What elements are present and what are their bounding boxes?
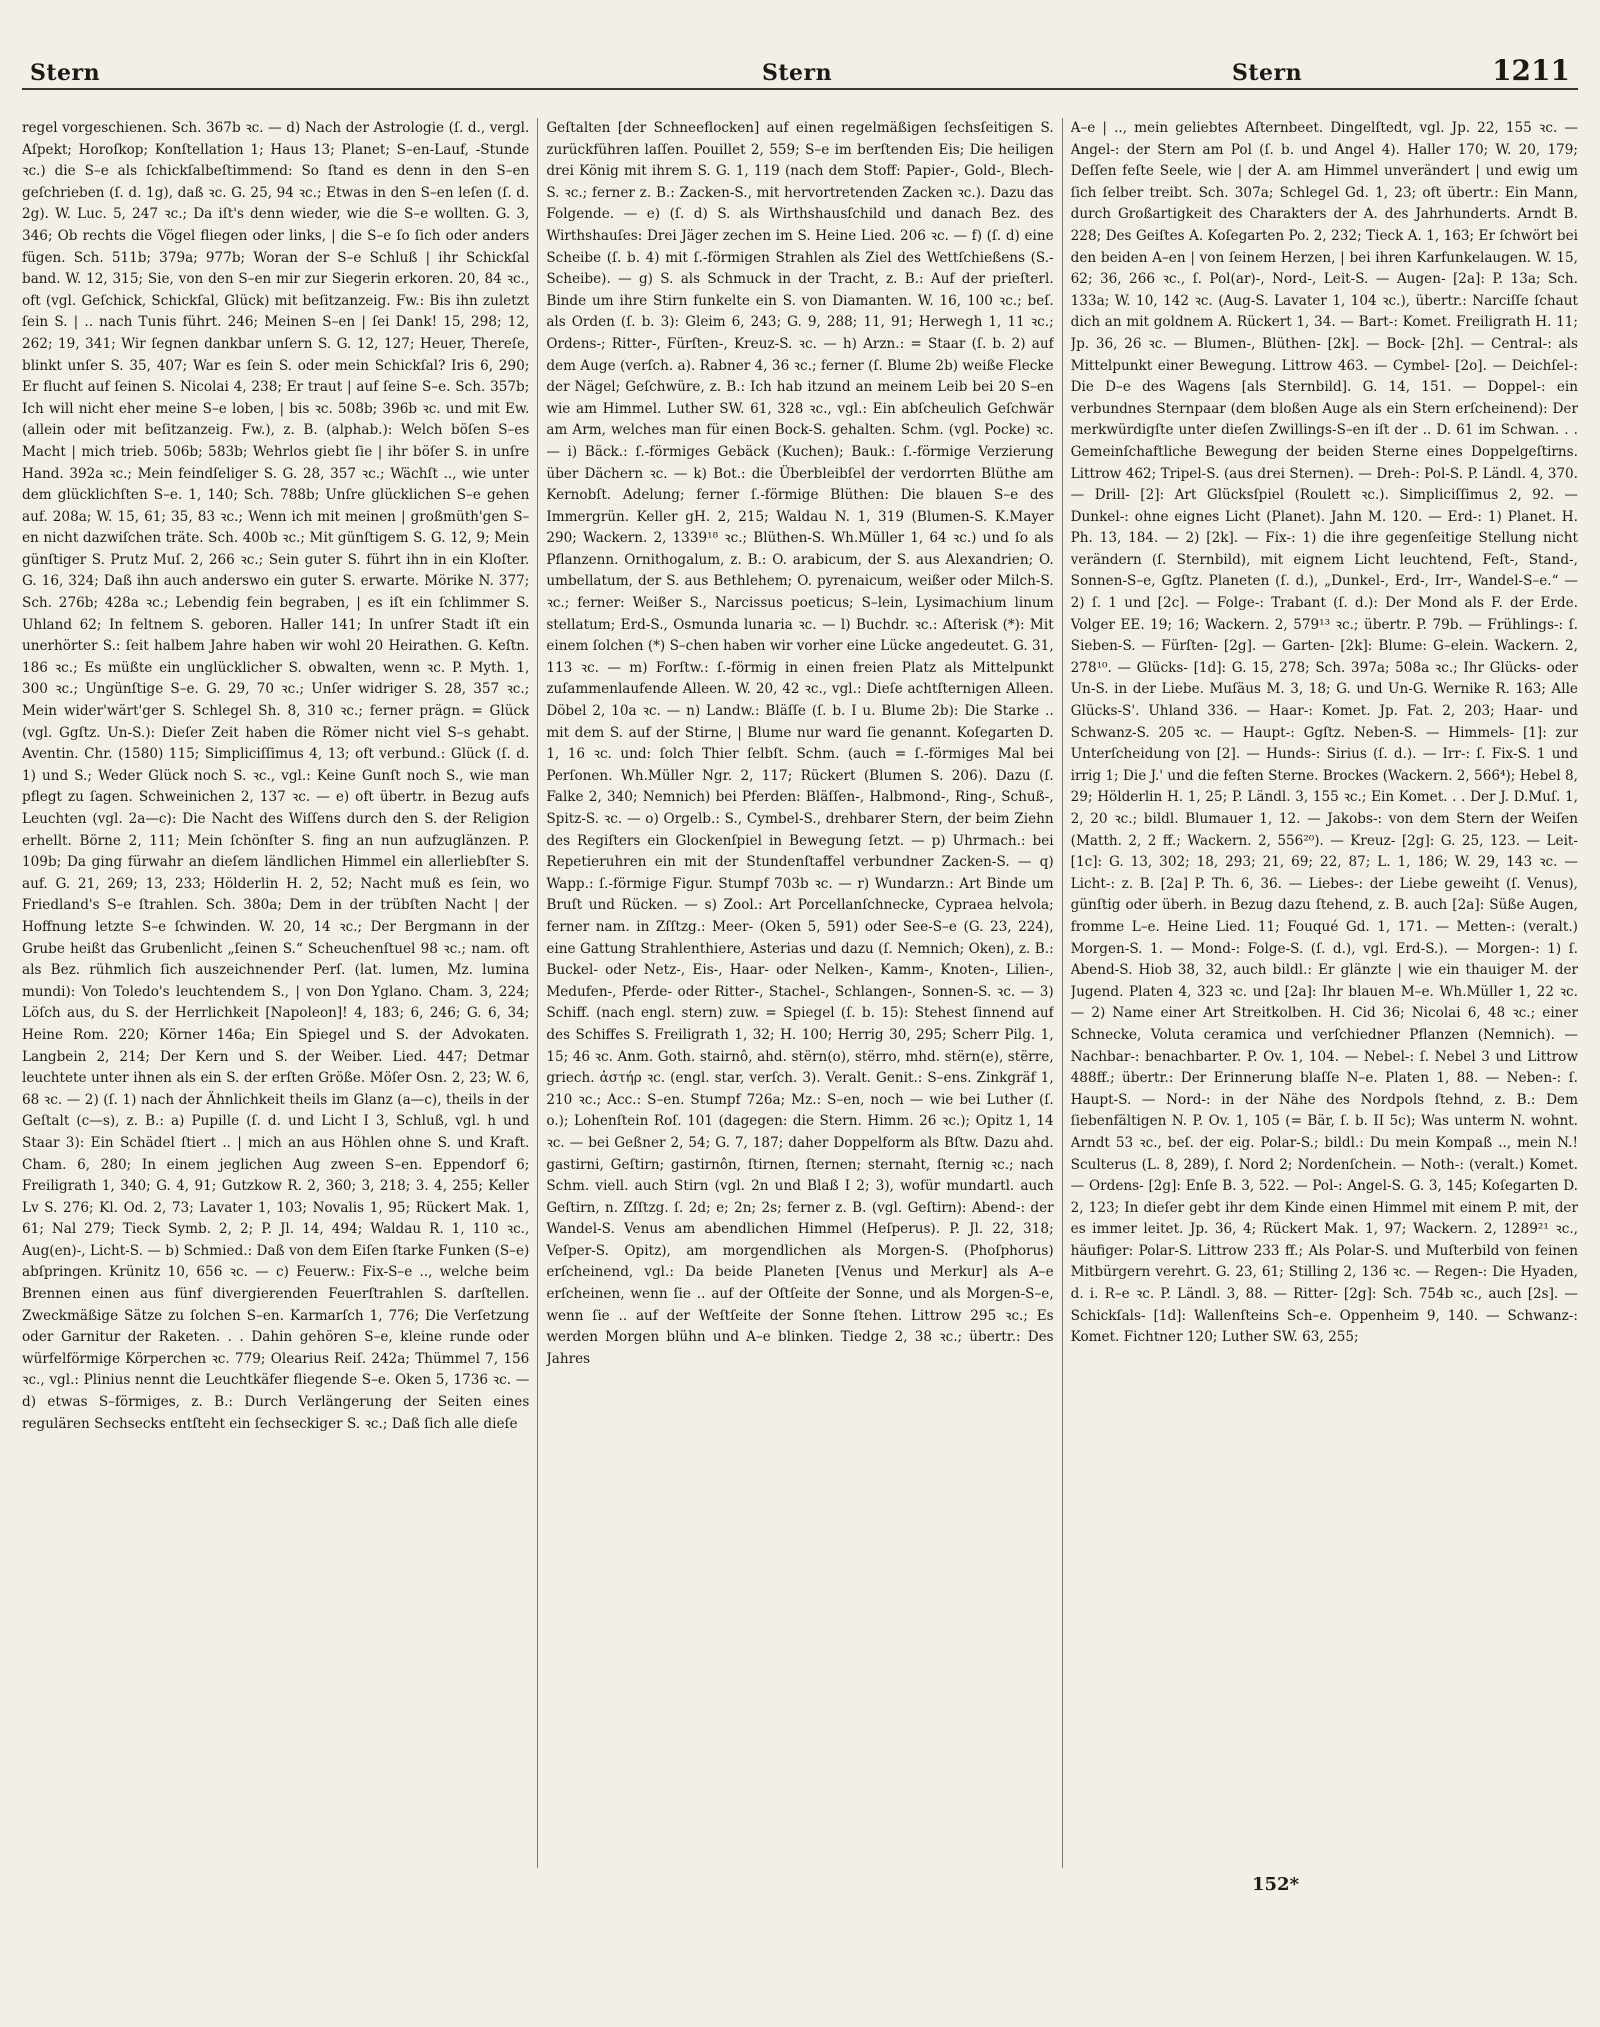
text-columns <box>22 118 1578 1868</box>
page-footer <box>22 1870 1578 1910</box>
header-right-headword: Stern <box>1232 60 1303 86</box>
header-left-headword: Stern <box>30 60 101 86</box>
column-3 <box>1071 118 1578 1868</box>
header-rule <box>22 88 1578 90</box>
column-1 <box>22 118 529 1868</box>
column-1-text: regel vorgeschienen. Sch. 367b ꝛc. — d) Nach der Astrologie (ſ. d., vergl. Aſpekt; Horoſkop; Konſtellation 1; Haus 13; Planet; S–en-Lauf, -Stunde ꝛc.) die S–e als ſchickſalbeſtimmend: So ſtand es denn in den S–en geſchrieben (ſ. d. 1g), daß ꝛc. G. 25, 94 ꝛc.; Etwas in den S–en leſen (ſ. d. 2g). W. Luc. 5, 247 ꝛc.; Da iſt's denn wieder, wie die S–e wollten. G. 3, 346; Ob rechts die Vögel fliegen oder links, | die S–e ſo ſich oder anders fügen. Sch. 511b; 379a; 977b; Woran der S–e Schluß | ihr Schickſal band. W. 12, 315; Sie, von den S–en mir zur Siegerin erkoren. 20, 84 ꝛc., oft (vgl. Geſchick, Schickſal, Glück) mit beſitzanzeig. Fw.: Bis ihn zuletzt ſein S. | .. nach Tunis führt. 246; Meinen S–en | ſei Dank! 15, 298; 12, 262; 19, 341; Wir ſegnen dankbar unſern S. G. 12, 127; Heuer, Thereſe, blinkt unſer S. 35, 407; War es ſein S. oder mein Schickſal? Iris 6, 290; Er flucht auf ſeinen S. Nicolai 4, 238; Er traut | auf ſeine S–e. Sch. 357b; Ich will nicht eher meine S–e loben, | bis ꝛc. 508b; 396b ꝛc. und mit Ew. (allein oder mit beſitzanzeig. Fw.), z. B. (alphab.): Welch böſen S–es Macht | mich trieb. 506b; 583b; Wehrlos giebt ſie | ihr böſer S. in unſre Hand. 392a ꝛc.; Mein feindſeliger S. G. 28, 357 ꝛc.; Wächſt .., wie unter dem glücklichſten S–e. 1, 140; Sch. 788b; Unſre glücklichen S–e gehen auf. 208a; W. 15, 61; 35, 83 ꝛc.; Wenn ich mit meinen | großmüth'gen S–en nicht dazwiſchen träte. Sch. 400b ꝛc.; Mit günſtigem S. G. 12, 9; Mein günſtiger S. Prutz Muſ. 2, 266 ꝛc.; Sein guter S. führt ihn in ein Kloſter. G. 16, 324; Daß ihn auch anderswo ein guter S. erwarte. Mörike N. 377; Sch. 276b; 428a ꝛc.; Lebendig fein begraben, | es iſt ein ſchlimmer S. Uhland 62; In feltnem S. geboren. Haller 141; In unſrer Stadt iſt ein unerhörter S.: ſeit halbem Jahre haben wir wohl 20 Heirathen. G. Keſtn. 186 ꝛc.; Es müßte ein unglücklicher S. obwalten, wenn ꝛc. P. Myth. 1, 300 ꝛc.; Ungünſtige S–e. G. 29, 70 ꝛc.; Unſer widriger S. 28, 357 ꝛc.; Mein wider'wärt'ger S. Schlegel Sh. 8, 310 ꝛc.; ferner prägn. = Glück (vgl. Ggſtz. Un-S.): Dieſer Zeit haben die Römer nicht viel S–s gehabt. Aventin. Chr. (1580) 115; Simpliciſſimus 4, 13; oft verbund.: Glück (ſ. d. 1) und S.; Weder Glück noch S. ꝛc., vgl.: Keine Gunſt noch S., wie man pflegt zu ſagen. Schweinichen 2, 137 ꝛc. — e) oft übertr. in Bezug aufs Leuchten (vgl. 2a—c): Die Nacht des Wiſſens durch den S. der Religion erhellt. Börne 2, 111; Mein ſchönſter S. fing an nun aufzuglänzen. P. 109b; Da ging fürwahr an dieſem ländlichen Himmel ein allerliebſter S. auf. G. 21, 269; 13, 233; Hölderlin H. 2, 52; Nacht muß es ſein, wo Friedland's S–e ſtrahlen. Sch. 380a; Dem in der trübſten Nacht | der Hoffnung letzte S–e ſchwinden. W. 20, 14 ꝛc.; Der Bergmann in der Grube heißt das Grubenlicht „ſeinen S.“ Scheuchenſtuel 98 ꝛc.; nam. oft als Bez. rühmlich ſich auszeichnender Perſ. (lat. lumen, Mz. lumina mundi): Von Toledo's leuchtendem S., | von Don Yglano. Cham. 3, 224; Löſch aus, du S. der Herrlichkeit [Napoleon]! 4, 183; 6, 246; G. 6, 34; Heine Rom. 220; Körner 146a; Ein Spiegel und S. der Advokaten. Langbein 2, 214; Der Kern und S. der Weiber. Lied. 447; Detmar leuchtete unter ihnen als ein S. der erſten Größe. Möſer Osn. 2, 23; W. 6, 68 ꝛc. — 2) (ſ. 1) nach der Ähnlichkeit theils im Glanz (a—c), theils in der Geſtalt (c—s), z. B.: a) Pupille (ſ. d. und Licht I 3, Schluß, vgl. h und Staar 3): Ein Schädel ſtiert .. | mich an aus Höhlen ohne S. und Kraft. Cham. 6, 280; In einem jeglichen Aug zween S–en. Eppendorf 6; Freiligrath 1, 340; G. 4, 91; Gutzkow R. 2, 360; 3, 218; 3. 4, 255; Keller Lv S. 276; Kl. Od. 2, 73; Lavater 1, 103; Novalis 1, 95; Rückert Mak. 1, 61; Nal 279; Tieck Symb. 2, 2; P. Jl. 14, 494; Waldau R. 1, 110 ꝛc., Aug(en)-, Licht-S. — b) Schmied.: Daß von dem Eiſen ſtarke Funken (S–e) abſpringen. Krünitz 10, 656 ꝛc. — c) Feuerw.: Fix-S–e .., welche beim Brennen einen aus fünf divergierenden Feuerſtrahlen S. darſtellen. Zweckmäßige Sätze zu ſolchen S–en. Karmarſch 1, 776; Die Verſetzung oder Garnitur der Raketen. . . Dahin gehören S–e, kleine runde oder würfelförmige Körperchen ꝛc. 779; Olearius Reiſ. 242a; Thümmel 7, 156 ꝛc., vgl.: Plinius nennt die Leuchtkäfer fliegende S–e. Oken 5, 1736 ꝛc. — d) etwas S–förmiges, z. B.: Durch Verlängerung der Seiten eines regulären Sechsecks entſteht ein ſechseckiger S. ꝛc.; Daß ſich alle dieſe <box>22 120 530 1432</box>
column-2-text: Geſtalten [der Schneeflocken] auf einen regelmäßigen ſechsſeitigen S. zurückführen laſſen. Pouillet 2, 559; S–e im berſtenden Eis; Die heiligen drei König mit ihrem S. G. 1, 119 (nach dem Stoff: Papier-, Gold-, Blech-S. ꝛc.; ferner z. B.: Zacken-S., mit hervortretenden Zacken ꝛc.). Dazu das Folgende. — e) (ſ. d) S. als Wirthshausſchild und danach Bez. des Wirthshauſes: Drei Jäger zechen im S. Heine Lied. 206 ꝛc. — f) (ſ. d) eine Scheibe (ſ. b. 4) mit ſ.-förmigen Strahlen als Ziel des Wettſchießens (S.-Scheibe). — g) S. als Schmuck in der Tracht, z. B.: Auf der prieſterl. Binde um ihre Stirn funkelte ein S. von Diamanten. W. 16, 100 ꝛc.; beſ. als Orden (ſ. b. 3): Gleim 6, 243; G. 9, 288; 11, 91; Herwegh 1, 11 ꝛc.; Ordens-; Ritter-, Fürſten-, Kreuz-S. ꝛc. — h) Arzn.: = Staar (ſ. b. 2) auf dem Auge (verſch. a). Rabner 4, 36 ꝛc.; ferner (ſ. Blume 2b) weiße Flecke der Nägel; Geſchwüre, z. B.: Ich hab itzund an meinem Leib bei 20 S–en wie am Himmel. Luther SW. 61, 328 ꝛc., vgl.: Ein abſcheulich Geſchwär am Arm, welches man für einen Bock-S. gehalten. Schm. (vgl. Pocke) ꝛc. — i) Bäck.: ſ.-förmiges Gebäck (Kuchen); Bauk.: ſ.-förmige Verzierung über Dächern ꝛc. — k) Bot.: die Überbleibſel der verdorrten Blüthe am Kernobſt. Adelung; ferner ſ.-förmige Blüthen: Die blauen S–e des Immergrün. Keller gH. 2, 215; Waldau N. 1, 319 (Blumen-S. K.Mayer 290; Wackern. 2, 1339¹⁸ ꝛc.; Blüthen-S. Wh.Müller 1, 64 ꝛc.) und ſo als Pflanzenn. Ornithogalum, z. B.: O. arabicum, der S. aus Alexandrien; O. umbellatum, der S. aus Bethlehem; O. pyrenaicum, weißer oder Milch-S. ꝛc.; ferner: Weißer S., Narcissus poeticus; S–lein, Lysimachium linum stellatum; Erd-S., Osmunda lunaria ꝛc. — l) Buchdr. ꝛc.: Aſterisk (*): Mit einem ſolchen (*) S–chen haben wir vorher eine Lücke angedeutet. G. 31, 113 ꝛc. — m) Forſtw.: ſ.-förmig in einen freien Platz als Mittelpunkt zuſammenlaufende Alleen. W. 20, 42 ꝛc., vgl.: Dieſe achtſternigen Alleen. Döbel 2, 10a ꝛc. — n) Landw.: Bläſſe (ſ. b. I u. Blume 2b): Die Starke .. mit dem S. auf der Stirne, | Blume nur ward ſie genannt. Koſegarten D. 1, 16 ꝛc. und: ſolch Thier ſelbſt. Schm. (auch = ſ.-förmiges Mal bei Perſonen. Wh.Müller Ngr. 2, 117; Rückert (Blumen S. 206). Dazu (ſ. Falke 2, 340; Nemnich) bei Pferden: Bläſſen-, Halbmond-, Ring-, Schuß-, Spitz-S. ꝛc. — o) Orgelb.: S., Cymbel-S., drehbarer Stern, der beim Ziehn des Regiſters ein Glockenſpiel in Bewegung ſetzt. — p) Uhrmach.: bei Repetieruhren ein mit der Stundenſtaffel verbundner Zacken-S. — q) Wapp.: ſ.-förmige Figur. Stumpf 703b ꝛc. — r) Wundarzn.: Art Binde um Bruſt und Rücken. — s) Zool.: Art Porcellanſchnecke, Cypraea helvola; ferner nam. in Zſſtzg.: Meer- (Oken 5, 591) oder See-S–e (G. 23, 224), eine Gattung Strahlenthiere, Asterias und dazu (ſ. Nemnich; Oken), z. B.: Buckel- oder Netz-, Eis-, Haar- oder Nelken-, Kamm-, Knoten-, Lilien-, Medufen-, Pferde- oder Ritter-, Stachel-, Schlangen-, Sonnen-S. ꝛc. — 3) Schiff. (nach engl. stern) zuw. = Spiegel (ſ. b. 15): Stehest ſinnend auf des Schiffes S. Freiligrath 1, 32; H. 100; Herrig 30, 295; Scherr Pilg. 1, 15; 46 ꝛc. Anm. Goth. stairnô, ahd. stërn(o), stërro, mhd. stërn(e), stërre, griech. ἀστήρ ꝛc. (engl. star, verſch. 3). Veralt. Genit.: S–ens. Zinkgräf 1, 210 ꝛc.; Acc.: S–en. Stumpf 726a; Mz.: S–en, noch — wie bei Luther (ſ. o.); Lohenſtein Roſ. 101 (dagegen: die Stern. Himm. 26 ꝛc.); Opitz 1, 14 ꝛc. — bei Geßner 2, 54; G. 7, 187; daher Doppelform als Bſtw. Dazu ahd. gastirni, Geſtirn; gastirnôn, ſtirnen, ſternen; sternaht, ſternig ꝛc.; nach Schm. viell. auch Stirn (vgl. 2n und Blaß I 2; 3), wofür mundartl. auch Geſtirn, n. Zſſtzg. ſ. 2d; e; 2n; 2s; ferner z. B. (vgl. Geſtirn): Abend-: der Wandel-S. Venus am abendlichen Himmel (Heſperus). P. Jl. 22, 318; Veſper-S. Opitz), am morgendlichen als Morgen-S. (Phoſphorus) erſcheinend, vgl.: Da beide Planeten [Venus und Merkur] als A–e erſcheinen, wenn ſie .. auf der Oſtſeite der Sonne, und als Morgen-S–e, wenn ſie .. auf der Weſtſeite der Sonne ſtehen. Littrow 295 ꝛc.; Es werden Morgen blühn und A–e blinken. Tiedge 2, 38 ꝛc.; übertr.: Des Jahres <box>546 120 1054 1367</box>
column-2 <box>546 118 1053 1868</box>
column-divider-2 <box>1062 118 1063 1868</box>
column-divider-1 <box>537 118 538 1868</box>
column-3-text: A–e | .., mein geliebtes Aſternbeet. Dingelſtedt, vgl. Jp. 22, 155 ꝛc. — Angel-: der Stern am Pol (ſ. b. und Angel 4). Haller 170; W. 20, 179; Deſſen feſte Seele, wie | der A. am Himmel unverändert | und ewig um ſich ſelber treibt. Sch. 307a; Schlegel Gd. 1, 23; oft übertr.: Ein Mann, durch Großartigkeit des Charakters der A. des Jahrhunderts. Arndt B. 228; Des Geiſtes A. Koſegarten Po. 2, 232; Tieck A. 1, 163; Er ſchwört bei den beiden A–en | von ſeinem Herzen, | bei ihren Karfunkelaugen. W. 15, 62; 36, 266 ꝛc., ſ. Pol(ar)-, Nord-, Leit-S. — Augen- [2a]: P. 13a; Sch. 133a; W. 10, 142 ꝛc. (Aug-S. Lavater 1, 104 ꝛc.), übertr.: Narciſſe ſchaut dich an mit goldnem A. Rückert 1, 34. — Bart-: Komet. Freiligrath H. 11; Jp. 36, 26 ꝛc. — Blumen-, Blüthen- [2k]. — Bock- [2h]. — Central-: als Mittelpunkt einer Bewegung. Littrow 463. — Cymbel- [2o]. — Deichſel-: Die D–e des Wagens [als Sternbild]. G. 14, 151. — Doppel-: ein verbundnes Sternpaar (dem bloßen Auge als ein Stern erſcheinend): Der merkwürdigſte unter dieſen Zwillings-S–en iſt der .. D. 61 im Schwan. . . Gemeinſchaftliche Bewegung der beiden Sterne eines Doppelgeſtirns. Littrow 462; Tripel-S. (aus drei Sternen). — Dreh-: Pol-S. P. Ländl. 4, 370. — Drill- [2]: Art Glücksſpiel (Roulett ꝛc.). Simpliciſſimus 2, 92. — Dunkel-: ohne eignes Licht (Planet). Jahn M. 120. — Erd-: 1) Planet. H. Ph. 13, 184. — 2) [2k]. — Fix-: 1) die ihre gegenſeitige Stellung nicht verändern (ſ. Sternbild), mit eignem Licht leuchtend, Feſt-, Stand-, Sonnen-S–e, Ggſtz. Planeten (ſ. d.), „Dunkel-, Erd-, Irr-, Wandel-S–e.“ — 2) ſ. 1 und [2c]. — Folge-: Trabant (ſ. d.): Der Mond als F. der Erde. Volger EE. 19; 16; Wackern. 2, 579¹³ ꝛc.; übertr. P. 79b. — Frühlings-: ſ. Sieben-S. — Fürſten- [2g]. — Garten- [2k]: Blume: G–elein. Wackern. 2, 278¹⁰. — Glücks- [1d]: G. 15, 278; Sch. 397a; 508a ꝛc.; Ihr Glücks- oder Un-S. in der Liebe. Muſäus M. 3, 18; G. und Un-G. Wernike R. 163; Alle Glücks-S'. Uhland 336. — Haar-: Komet. Jp. Fat. 2, 203; Haar- und Schwanz-S. 205 ꝛc. — Haupt-: Ggſtz. Neben-S. — Himmels- [1]: zur Unterſcheidung von [2]. — Hunds-: Sirius (ſ. d.). — Irr-: ſ. Fix-S. 1 und irrig 1; Die J.' und die feſten Sterne. Brockes (Wackern. 2, 566⁴); Hebel 8, 29; Hölderlin H. 1, 25; P. Ländl. 3, 155 ꝛc.; Ein Komet. . . Der J. D.Muſ. 1, 2, 20 ꝛc.; bildl. Blumauer 1, 12. — Jakobs-: von dem Stern der Weiſen (Matth. 2, 2 ff.; Wackern. 2, 556²⁰). — Kreuz- [2g]: G. 25, 123. — Leit- [1c]: G. 13, 302; 18, 293; 21, 69; 22, 87; L. 1, 186; W. 29, 143 ꝛc. — Licht-: z. B. [2a] P. Th. 6, 36. — Liebes-: der Liebe geweiht (ſ. Venus), günſtig oder überh. in Bezug dazu ſtehend, z. B. auch [2a]: Süße Augen, fromme L–e. Heine Lied. 11; Fouqué Gd. 1, 171. — Metten-: (veralt.) Morgen-S. 1. — Mond-: Folge-S. (ſ. d.), vgl. Erd-S.). — Morgen-: 1) ſ. Abend-S. Hiob 38, 32, auch bildl.: Er glänzte | wie ein thauiger M. der Jugend. Platen 4, 323 ꝛc. und [2a]: Ihr blauen M–e. Wh.Müller 1, 22 ꝛc. — 2) Name einer Art Streitkolben. H. Cid 36; Nicolai 6, 48 ꝛc.; einer Schnecke, Voluta ceramica und verſchiedner Pflanzen (Nemnich). — Nachbar-: benachbarter. P. Ov. 1, 104. — Nebel-: ſ. Nebel 3 und Littrow 488ff.; übertr.: Der Erinnerung blaſſe N–e. Platen 1, 88. — Neben-: ſ. Haupt-S. — Nord-: in der Nähe des Nordpols ſtehnd, z. B.: Dem ſiebenfältigen N. P. Ov. 1, 105 (= Bär, ſ. b. II 5c); Was unterm N. wohnt. Arndt 53 ꝛc., beſ. der eig. Polar-S.; bildl.: Du mein Kompaß .., mein N.! Sculterus (L. 8, 289), ſ. Nord 2; Nordenſchein. — Noth-: (veralt.) Komet. — Ordens- [2g]: Enſe B. 3, 522. — Pol-: Angel-S. G. 3, 145; Koſegarten D. 2, 123; In dieſer gebt ihr dem Kinde einen Himmel mit einem P. mit, der es immer leitet. Jp. 36, 4; Rückert Mak. 1, 97; Wackern. 2, 1289²¹ ꝛc., häufiger: Polar-S. Littrow 233 ff.; Als Polar-S. und Muſterbild von feinen Mitbürgern verehrt. G. 23, 61; Stilling 2, 136 ꝛc. — Regen-: Die Hyaden, d. i. R–e ꝛc. P. Ländl. 3, 88. — Ritter- [2g]: Sch. 754b ꝛc., auch [2s]. — Schickſals- [1d]: Wallenſteins Sch–e. Oppenheim 9, 140. — Schwanz-: Komet. Fichtner 120; Luther SW. 63, 255; <box>1070 120 1578 1346</box>
signature-mark: 152* <box>1252 1874 1299 1895</box>
header-center-headword: Stern <box>762 60 833 86</box>
page-number: 1211 <box>1492 54 1570 87</box>
running-header <box>22 52 1578 92</box>
